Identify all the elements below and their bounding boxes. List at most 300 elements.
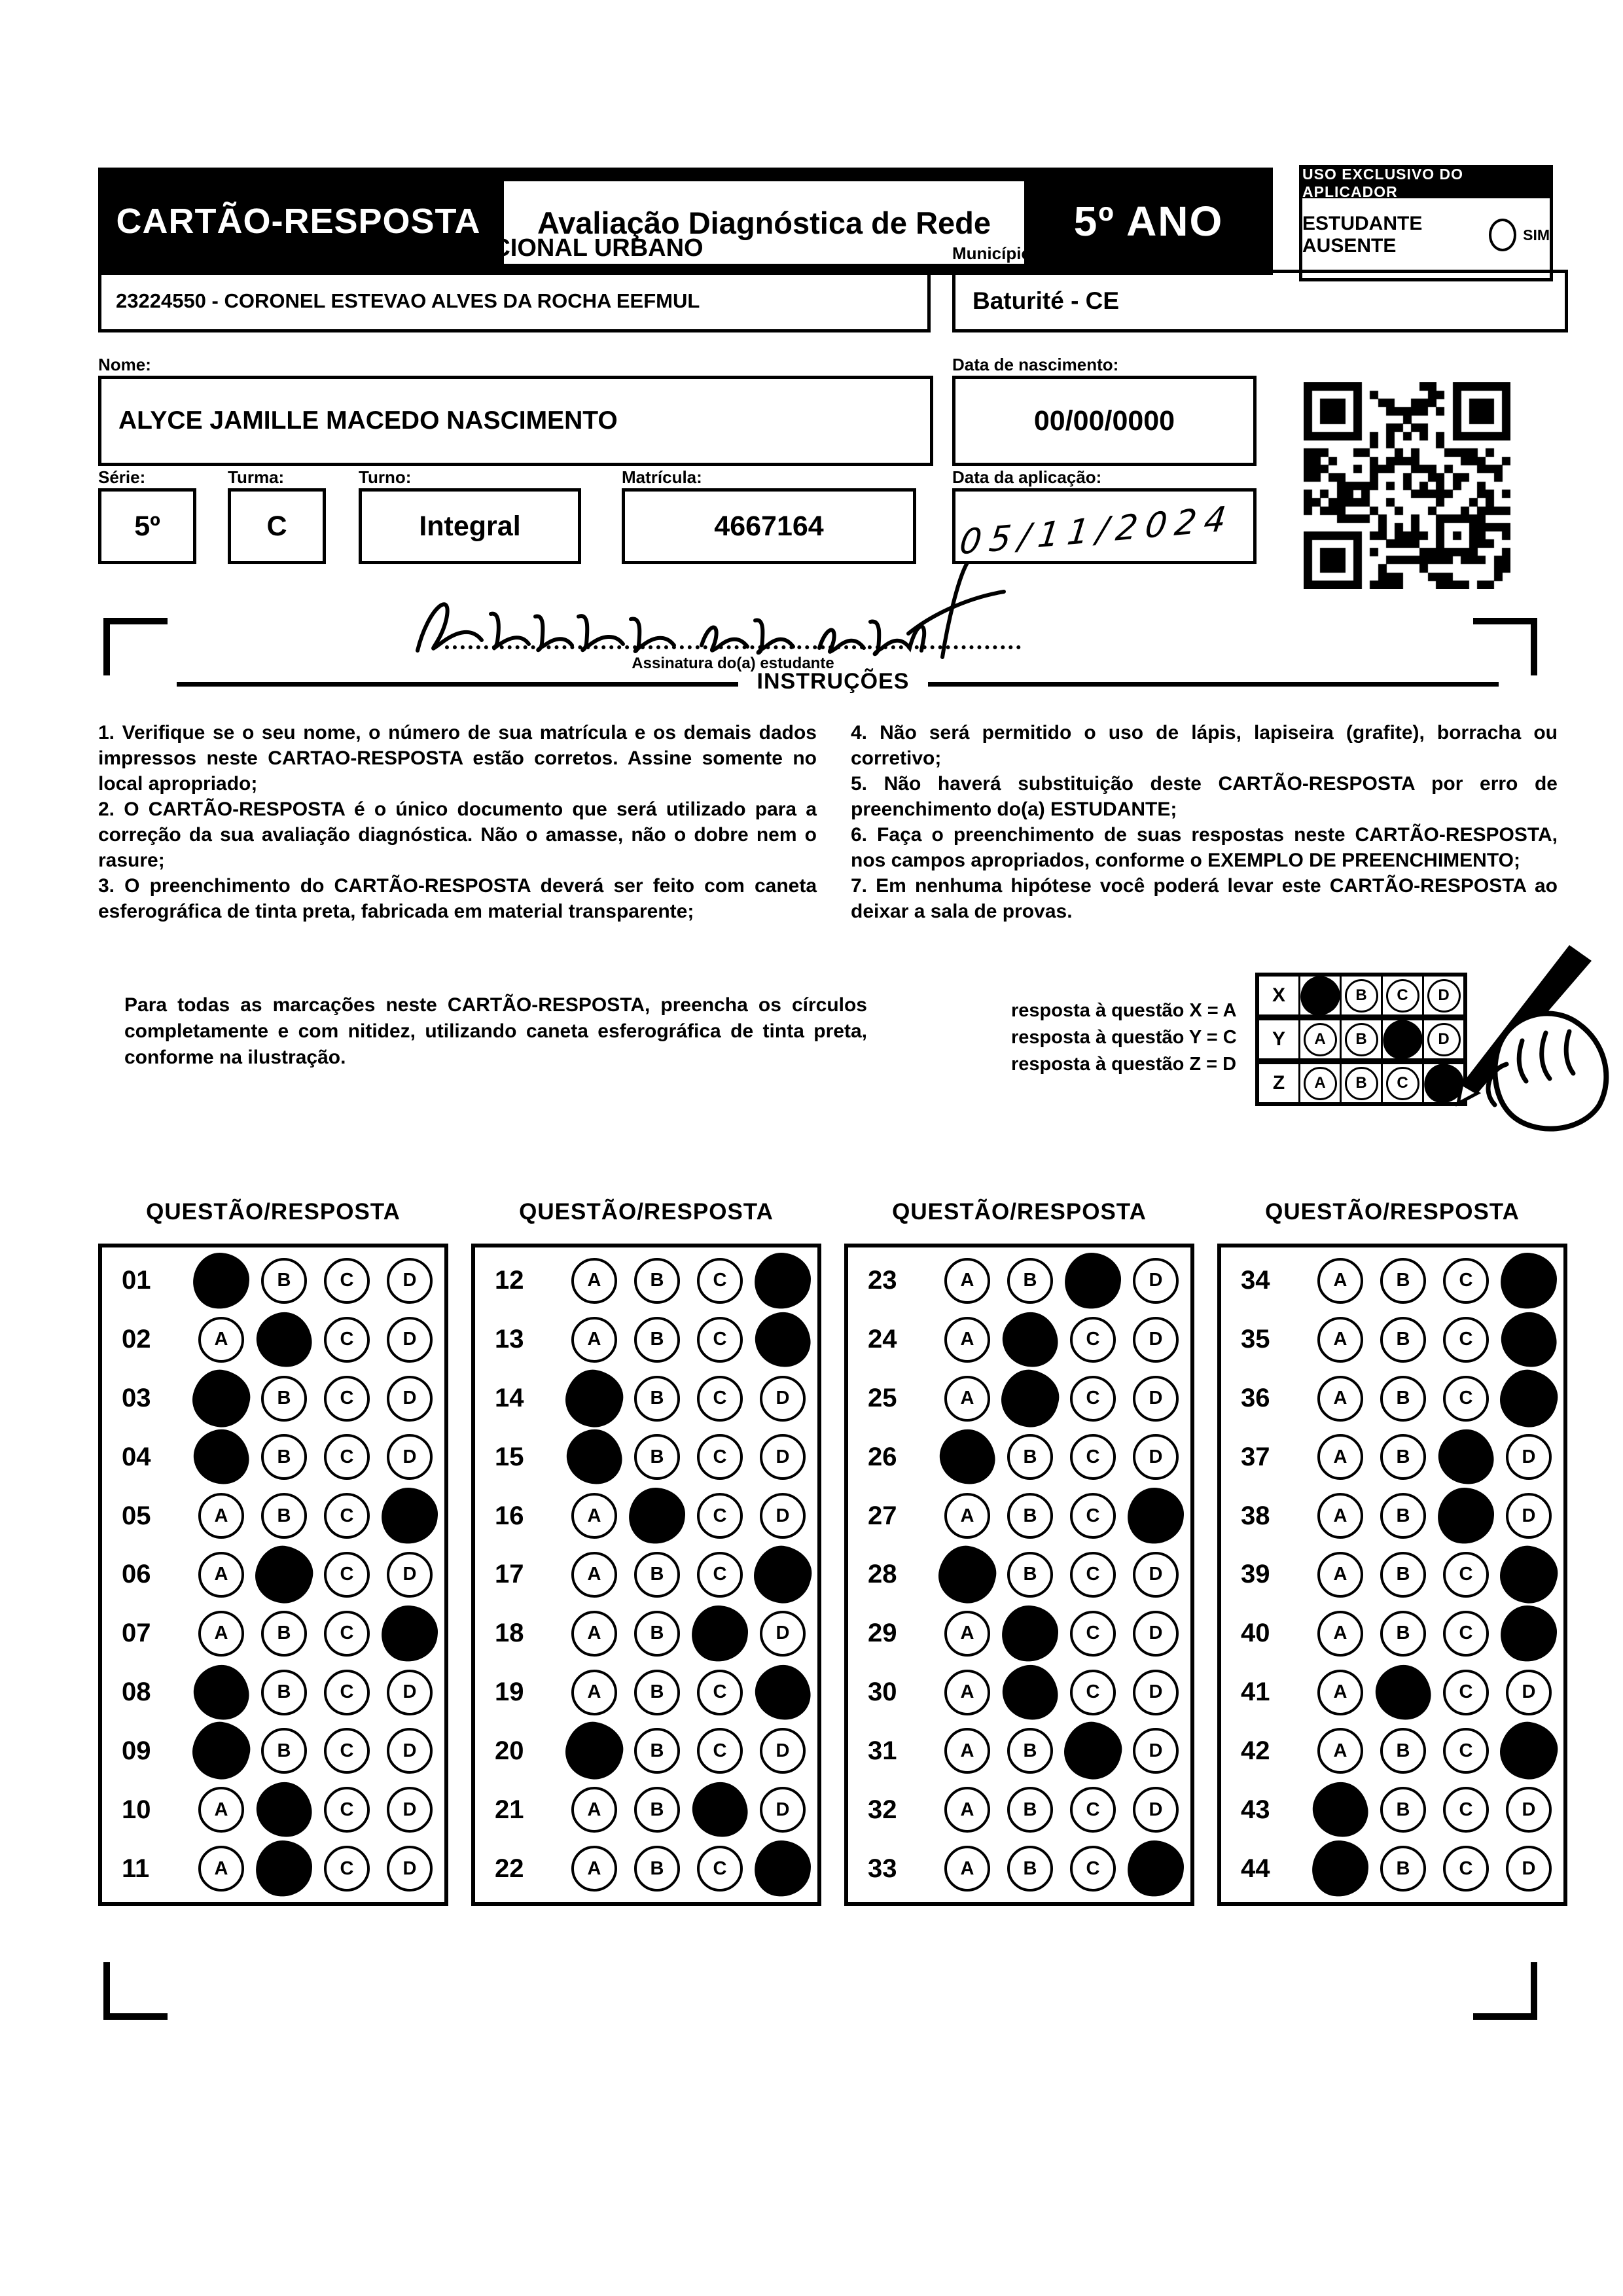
bubble-q21-B[interactable]: B [634,1787,680,1833]
bubble-q04-C[interactable]: C [324,1434,370,1480]
bubble-q11-B[interactable] [253,1838,315,1899]
answer-row-q34 [1221,1258,1563,1304]
bubble-q21-D[interactable]: D [760,1787,806,1833]
bubble-q39-A[interactable]: A [1317,1552,1363,1598]
answer-row-q44 [1221,1846,1563,1892]
bubble-q44-D[interactable]: D [1506,1846,1552,1892]
bubble-q26-A[interactable] [936,1426,999,1488]
question-number-37: 37 [1241,1442,1270,1471]
bubble-q39-C[interactable]: C [1443,1552,1489,1598]
matricula-label: Matrícula: [622,467,702,487]
bubble-q42-D[interactable] [1494,1717,1563,1785]
answer-row-q20 [475,1728,817,1774]
answer-row-q37 [1221,1434,1563,1480]
instructions-left-column [98,720,817,924]
answer-row-q43 [1221,1787,1563,1833]
question-number-22: 22 [495,1854,524,1883]
bubble-q33-B[interactable]: B [1007,1846,1053,1892]
bubble-q08-A[interactable] [190,1661,253,1723]
answer-column-4 [1217,1244,1567,1906]
answer-row-q32 [848,1787,1190,1833]
answer-row-q30 [848,1670,1190,1715]
bubble-q29-C[interactable]: C [1070,1611,1116,1657]
bubble-q12-A[interactable]: A [571,1258,617,1304]
bubble-q35-C[interactable]: C [1443,1317,1489,1363]
bubble-q11-C[interactable]: C [324,1846,370,1892]
bubble-q36-A[interactable]: A [1317,1376,1363,1422]
bubble-q43-B[interactable]: B [1380,1787,1426,1833]
question-number-20: 20 [495,1736,524,1765]
bubble-q17-C[interactable]: C [697,1552,743,1598]
example-caption-line: resposta à questão Z = D [1011,1054,1237,1075]
example-row-label: Y [1259,1020,1300,1058]
bubble-q20-B[interactable]: B [634,1728,680,1774]
answer-column-header-3: QUESTÃO/RESPOSTA [892,1199,1147,1225]
bubble-q08-B[interactable]: B [261,1670,307,1715]
handwritten-date: 05/11/2024 [957,499,1236,563]
bubble-q15-A[interactable] [563,1426,626,1488]
example-bubble-Z-C: C [1386,1067,1419,1100]
bubble-q14-D[interactable]: D [760,1376,806,1422]
bubble-q19-B[interactable]: B [634,1670,680,1715]
nascimento-field: 00/00/0000 [952,376,1257,466]
answer-column-2 [471,1244,821,1906]
bubble-q22-B[interactable]: B [634,1846,680,1892]
signature-line[interactable] [445,645,1021,649]
example-bubble-Y-D: D [1427,1023,1461,1056]
bubble-q06-C[interactable]: C [324,1552,370,1598]
bubble-q10-B[interactable] [253,1779,315,1841]
bubble-q10-D[interactable]: D [387,1787,433,1833]
question-number-03: 03 [122,1384,151,1413]
bubble-q09-B[interactable]: B [261,1728,307,1774]
corner-bracket-bottom-right [1473,1962,1537,2020]
question-number-24: 24 [868,1325,897,1354]
bubble-q24-D[interactable]: D [1133,1317,1179,1363]
student-absent-bubble[interactable] [1489,219,1517,251]
answer-row-q26 [848,1434,1190,1480]
bubble-q04-B[interactable]: B [261,1434,307,1480]
bubble-q23-D[interactable]: D [1133,1258,1179,1304]
bubble-q01-A[interactable] [190,1250,252,1312]
bubble-q35-D[interactable] [1498,1308,1560,1371]
bubble-q34-C[interactable]: C [1443,1258,1489,1304]
bubble-q37-C[interactable] [1435,1426,1497,1488]
answer-row-q23 [848,1258,1190,1304]
example-bubble-Y-A: A [1304,1023,1337,1056]
bubble-q11-D[interactable]: D [387,1846,433,1892]
bubble-q13-C[interactable]: C [697,1317,743,1363]
bubble-q37-B[interactable]: B [1380,1434,1426,1480]
bubble-q03-A[interactable] [187,1364,255,1433]
bubble-q29-A[interactable]: A [944,1611,990,1657]
bubble-q05-C[interactable]: C [324,1493,370,1539]
bubble-q25-D[interactable]: D [1133,1376,1179,1422]
question-number-27: 27 [868,1501,897,1530]
bubble-q36-B[interactable]: B [1380,1376,1426,1422]
bubble-q18-D[interactable]: D [760,1611,806,1657]
bubble-q09-A[interactable] [187,1717,255,1785]
bubble-q10-C[interactable]: C [324,1787,370,1833]
answer-row-q39 [1221,1552,1563,1598]
bubble-q32-B[interactable]: B [1007,1787,1053,1833]
answer-column-header-4: QUESTÃO/RESPOSTA [1265,1199,1520,1225]
bubble-q20-C[interactable]: C [697,1728,743,1774]
bubble-q23-A[interactable]: A [944,1258,990,1304]
bubble-q18-C[interactable] [689,1603,751,1664]
question-number-14: 14 [495,1384,524,1413]
qr-code [1304,382,1510,589]
answer-row-q33 [848,1846,1190,1892]
bubble-q25-B[interactable] [995,1364,1064,1433]
bubble-q31-B[interactable]: B [1007,1728,1053,1774]
bubble-q07-D[interactable] [379,1603,440,1664]
answer-row-q04 [102,1434,444,1480]
bubble-q05-B[interactable]: B [261,1493,307,1539]
bubble-q03-D[interactable]: D [387,1376,433,1422]
question-number-11: 11 [122,1854,150,1883]
bubble-q43-C[interactable]: C [1443,1787,1489,1833]
bubble-q41-A[interactable]: A [1317,1670,1363,1715]
bubble-q09-C[interactable]: C [324,1728,370,1774]
bubble-q38-C[interactable] [1435,1485,1497,1547]
bubble-q25-A[interactable]: A [944,1376,990,1422]
question-number-09: 09 [122,1736,151,1765]
bubble-q37-D[interactable]: D [1506,1434,1552,1480]
local-prova-label: Local da prova: [98,243,224,263]
bubble-q03-C[interactable]: C [324,1376,370,1422]
example-row-label: X [1259,977,1300,1014]
question-number-43: 43 [1241,1795,1270,1824]
answer-row-q14 [475,1376,817,1422]
question-number-15: 15 [495,1442,524,1471]
examiner-only-box [1299,165,1553,281]
bubble-q31-A[interactable]: A [944,1728,990,1774]
bubble-q02-D[interactable]: D [387,1317,433,1363]
answer-row-q19 [475,1670,817,1715]
nome-field: ALYCE JAMILLE MACEDO NASCIMENTO [98,376,933,466]
bubble-q16-A[interactable]: A [571,1493,617,1539]
question-number-33: 33 [868,1854,897,1883]
bubble-q32-A[interactable]: A [944,1787,990,1833]
bubble-q06-A[interactable]: A [198,1552,244,1598]
signature-caption: Assinatura do(a) estudante [632,655,834,672]
bubble-q30-C[interactable]: C [1070,1670,1116,1715]
grade-label: 5º ANO [1073,198,1224,245]
bubble-q42-B[interactable]: B [1380,1728,1426,1774]
bubble-q15-B[interactable]: B [634,1434,680,1480]
answer-row-q36 [1221,1376,1563,1422]
bubble-q01-B[interactable]: B [261,1258,307,1304]
examiner-box-title: USO EXCLUSIVO DO APLICADOR [1302,168,1550,198]
question-number-12: 12 [495,1266,524,1295]
bubble-q41-B[interactable] [1372,1661,1435,1723]
answer-row-q16 [475,1493,817,1539]
bubble-q27-A[interactable]: A [944,1493,990,1539]
bubble-q08-C[interactable]: C [324,1670,370,1715]
bubble-q15-D[interactable]: D [760,1434,806,1480]
bubble-q33-C[interactable]: C [1070,1846,1116,1892]
bubble-q13-A[interactable]: A [571,1317,617,1363]
bubble-q25-C[interactable]: C [1070,1376,1116,1422]
bubble-q36-D[interactable] [1494,1364,1563,1433]
turma-field: C [228,488,326,564]
bubble-q32-C[interactable]: C [1070,1787,1116,1833]
bubble-q14-C[interactable]: C [697,1376,743,1422]
question-number-13: 13 [495,1325,524,1354]
bubble-q06-B[interactable] [249,1540,318,1609]
bubble-q12-B[interactable]: B [634,1258,680,1304]
bubble-q22-D[interactable] [752,1838,813,1899]
answer-row-q21 [475,1787,817,1833]
answer-column-3 [844,1244,1194,1906]
bubble-q27-C[interactable]: C [1070,1493,1116,1539]
bubble-q26-D[interactable]: D [1133,1434,1179,1480]
bubble-q40-B[interactable]: B [1380,1611,1426,1657]
answer-row-q02 [102,1317,444,1363]
bubble-q19-A[interactable]: A [571,1670,617,1715]
marking-note: Para todas as marcações neste CARTÃO-RESPOSTA, preencha os círculos completamente e com nitidez, utilizando caneta esferográfica de tinta preta, conforme na ilustração. [124,994,867,1068]
instruction-item: 6. Faça o preenchimento de suas respostas neste CARTÃO-RESPOSTA, nos campos apropriados, conforme o EXEMPLO DE PREENCHIMENTO; [851,824,1558,871]
question-number-44: 44 [1241,1854,1270,1883]
question-number-05: 05 [122,1501,151,1530]
question-number-06: 06 [122,1560,151,1589]
bubble-q07-B[interactable]: B [261,1611,307,1657]
bubble-q31-C[interactable] [1058,1717,1127,1785]
bubble-q16-B[interactable] [626,1485,688,1547]
answer-row-q41 [1221,1670,1563,1715]
bubble-q19-C[interactable]: C [697,1670,743,1715]
bubble-q43-A[interactable] [1310,1779,1372,1841]
question-number-35: 35 [1241,1325,1270,1354]
instruction-item: 4. Não será permitido o uso de lápis, lapiseira (grafite), borracha ou corretivo; [851,722,1558,769]
bubble-q41-D[interactable]: D [1506,1670,1552,1715]
question-number-36: 36 [1241,1384,1270,1413]
answer-column-header-1: QUESTÃO/RESPOSTA [146,1199,401,1225]
bubble-q27-D[interactable] [1125,1485,1186,1547]
bubble-q13-B[interactable]: B [634,1317,680,1363]
example-bubble-X-D: D [1427,979,1461,1013]
bubble-q28-C[interactable]: C [1070,1552,1116,1598]
bubble-q42-C[interactable]: C [1443,1728,1489,1774]
bubble-q38-D[interactable]: D [1506,1493,1552,1539]
bubble-q08-D[interactable]: D [387,1670,433,1715]
bubble-q17-D[interactable] [748,1540,817,1609]
bubble-q02-A[interactable]: A [198,1317,244,1363]
hand-pen-illustration [1400,936,1616,1139]
bubble-q44-B[interactable]: B [1380,1846,1426,1892]
bubble-q24-C[interactable]: C [1070,1317,1116,1363]
corner-bracket-top-right [1473,618,1537,675]
answer-row-q15 [475,1434,817,1480]
nascimento-label: Data de nascimento: [952,355,1119,374]
bubble-q40-A[interactable]: A [1317,1611,1363,1657]
example-bubble-X-C: C [1386,979,1419,1013]
answer-row-q06 [102,1552,444,1598]
municipio-label: Município: [952,243,1037,263]
bubble-q39-D[interactable] [1494,1540,1563,1609]
bubble-q23-C[interactable] [1062,1250,1124,1312]
bubble-q42-A[interactable]: A [1317,1728,1363,1774]
instruction-item: 5. Não haverá substituição deste CARTÃO-RESPOSTA por erro de preenchimento do(a) ESTUDANTE; [851,773,1558,820]
question-number-23: 23 [868,1266,897,1295]
answer-row-q40 [1221,1611,1563,1657]
question-number-38: 38 [1241,1501,1270,1530]
example-caption-line: resposta à questão Y = C [1011,1027,1237,1048]
bubble-q12-D[interactable] [752,1250,813,1312]
bubble-q05-D[interactable] [379,1485,440,1547]
bubble-q06-D[interactable]: D [387,1552,433,1598]
bubble-q17-B[interactable]: B [634,1552,680,1598]
bubble-q30-D[interactable]: D [1133,1670,1179,1715]
bubble-q15-C[interactable]: C [697,1434,743,1480]
example-bubble-Y-B: B [1345,1023,1378,1056]
bubble-q01-C[interactable]: C [324,1258,370,1304]
instructions-right-column [851,720,1558,924]
bubble-q39-B[interactable]: B [1380,1552,1426,1598]
bubble-q02-C[interactable]: C [324,1317,370,1363]
bubble-q28-B[interactable]: B [1007,1552,1053,1598]
question-number-08: 08 [122,1677,151,1707]
example-bubble-X-A [1298,973,1342,1018]
answer-row-q35 [1221,1317,1563,1363]
bubble-q07-A[interactable]: A [198,1611,244,1657]
bubble-q20-D[interactable]: D [760,1728,806,1774]
bubble-q16-C[interactable]: C [697,1493,743,1539]
answer-row-q11 [102,1846,444,1892]
bubble-q36-C[interactable]: C [1443,1376,1489,1422]
bubble-q44-C[interactable]: C [1443,1846,1489,1892]
bubble-q14-B[interactable]: B [634,1376,680,1422]
question-number-41: 41 [1241,1677,1270,1707]
question-number-25: 25 [868,1384,897,1413]
bubble-q35-A[interactable]: A [1317,1317,1363,1363]
bubble-q29-D[interactable]: D [1133,1611,1179,1657]
serie-field: 5º [98,488,196,564]
bubble-q30-A[interactable]: A [944,1670,990,1715]
bubble-q33-D[interactable] [1125,1838,1186,1899]
bubble-q01-D[interactable]: D [387,1258,433,1304]
bubble-q14-A[interactable] [560,1364,628,1433]
bubble-q38-B[interactable]: B [1380,1493,1426,1539]
instruction-item: 7. Em nenhuma hipótese você poderá levar este CARTÃO-RESPOSTA ao deixar a sala de provas. [851,875,1558,922]
turma-label: Turma: [228,467,285,487]
instructions-title: INSTRUÇÕES [757,669,910,694]
bubble-q26-C[interactable]: C [1070,1434,1116,1480]
bubble-q10-A[interactable]: A [198,1787,244,1833]
bubble-q34-A[interactable]: A [1317,1258,1363,1304]
bubble-q37-A[interactable]: A [1317,1434,1363,1480]
bubble-q34-B[interactable]: B [1380,1258,1426,1304]
bubble-q34-D[interactable] [1498,1250,1560,1312]
bubble-q03-B[interactable]: B [261,1376,307,1422]
bubble-q41-C[interactable]: C [1443,1670,1489,1715]
question-number-39: 39 [1241,1560,1270,1589]
bubble-q05-A[interactable]: A [198,1493,244,1539]
bubble-q44-A[interactable] [1310,1838,1371,1899]
question-number-42: 42 [1241,1736,1270,1765]
instruction-item: 2. O CARTÃO-RESPOSTA é o único documento que será utilizado para a correção da sua avaliação diagnóstica. Não o amasse, não o dobre nem o rasure; [98,798,817,871]
bubble-q40-D[interactable] [1498,1603,1560,1664]
instructions-rule-left [177,682,738,687]
bubble-q11-A[interactable]: A [198,1846,244,1892]
student-absent-label: ESTUDANTE AUSENTE [1302,213,1423,257]
bubble-q22-A[interactable]: A [571,1846,617,1892]
bubble-q22-C[interactable]: C [697,1846,743,1892]
bubble-q20-A[interactable] [560,1717,628,1785]
bubble-q33-A[interactable]: A [944,1846,990,1892]
bubble-q43-D[interactable]: D [1506,1787,1552,1833]
example-row-label: Z [1259,1064,1300,1102]
bubble-q18-A[interactable]: A [571,1611,617,1657]
local-prova-value: DISTRITO EDUCACIONAL URBANO [281,234,704,262]
bubble-q32-D[interactable]: D [1133,1787,1179,1833]
example-bubble-Z-B: B [1345,1067,1378,1100]
assessment-title-box: Avaliação Diagnóstica de Rede [501,178,1027,267]
question-number-28: 28 [868,1560,897,1589]
bubble-q21-C[interactable] [689,1779,751,1841]
bubble-q02-B[interactable] [253,1308,315,1371]
bubble-q12-C[interactable]: C [697,1258,743,1304]
answer-row-q03 [102,1376,444,1422]
bubble-q27-B[interactable]: B [1007,1493,1053,1539]
answer-row-q38 [1221,1493,1563,1539]
answer-row-q29 [848,1611,1190,1657]
bubble-q23-B[interactable]: B [1007,1258,1053,1304]
bubble-q04-A[interactable] [190,1426,253,1488]
bubble-q28-D[interactable]: D [1133,1552,1179,1598]
card-title: CARTÃO-RESPOSTA [116,202,481,241]
bubble-q24-A[interactable]: A [944,1317,990,1363]
bubble-q40-C[interactable]: C [1443,1611,1489,1657]
bubble-q24-B[interactable] [999,1308,1061,1371]
bubble-q38-A[interactable]: A [1317,1493,1363,1539]
municipio-field: Baturité - CE [952,270,1568,332]
question-number-17: 17 [495,1560,524,1589]
question-number-01: 01 [122,1266,151,1295]
bubble-q13-D[interactable] [752,1308,814,1371]
bubble-q29-B[interactable] [999,1603,1061,1664]
bubble-q07-C[interactable]: C [324,1611,370,1657]
bubble-q35-B[interactable]: B [1380,1317,1426,1363]
instruction-item: 3. O preenchimento do CARTÃO-RESPOSTA deverá ser feito com caneta esferográfica de tinta preta, fabricada em material transparente; [98,875,817,922]
answer-row-q07 [102,1611,444,1657]
bubble-q09-D[interactable]: D [387,1728,433,1774]
answer-row-q42 [1221,1728,1563,1774]
bubble-q31-D[interactable]: D [1133,1728,1179,1774]
bubble-q21-A[interactable]: A [571,1787,617,1833]
answer-row-q09 [102,1728,444,1774]
bubble-q16-D[interactable]: D [760,1493,806,1539]
nome-label: Nome: [98,355,151,374]
bubble-q18-B[interactable]: B [634,1611,680,1657]
bubble-q04-D[interactable]: D [387,1434,433,1480]
question-number-10: 10 [122,1795,151,1824]
bubble-q26-B[interactable]: B [1007,1434,1053,1480]
question-number-02: 02 [122,1325,151,1354]
bubble-q19-D[interactable] [752,1661,814,1723]
question-number-40: 40 [1241,1619,1270,1648]
instruction-item: 1. Verifique se o seu nome, o número de sua matrícula e os demais dados impressos neste CARTAO-RESPOSTA estão corretos. Assine somente no local apropriado; [98,722,817,795]
serie-label: Série: [98,467,146,487]
answer-row-q12 [475,1258,817,1304]
example-caption-line: resposta à questão X = A [1011,1000,1237,1021]
bubble-q30-B[interactable] [999,1661,1061,1723]
bubble-q28-A[interactable] [933,1540,1001,1609]
matricula-field: 4667164 [622,488,916,564]
bubble-q17-A[interactable]: A [571,1552,617,1598]
answer-row-q24 [848,1317,1190,1363]
